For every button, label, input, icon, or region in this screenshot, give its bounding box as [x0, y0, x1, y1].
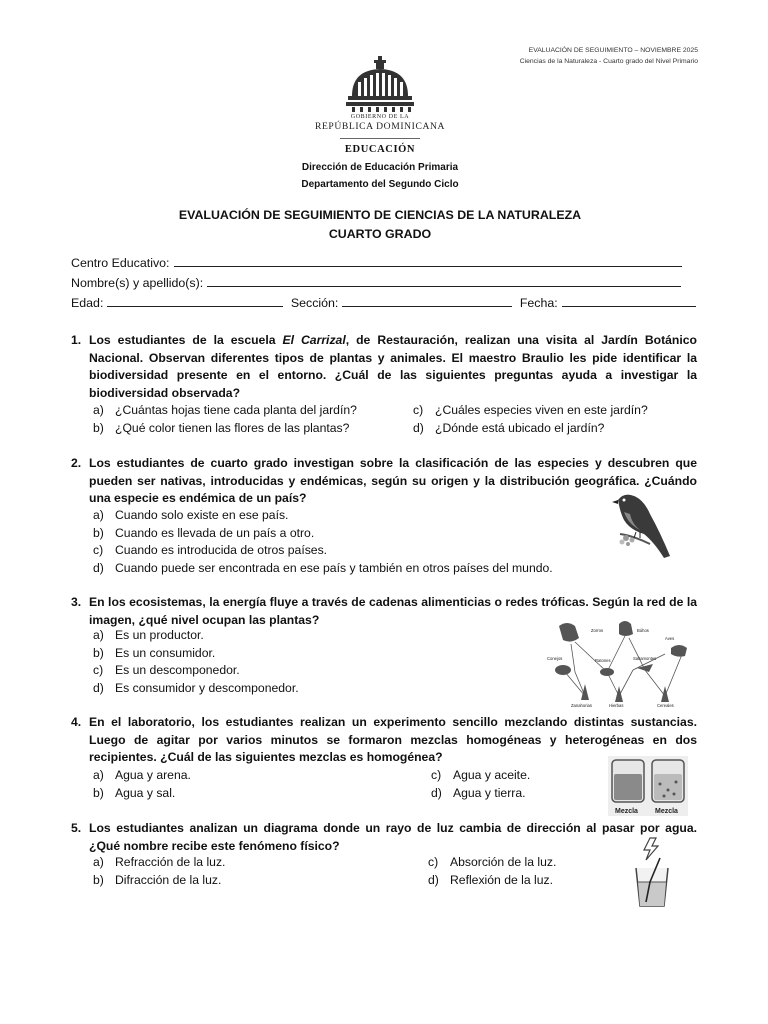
name-field	[71, 274, 681, 290]
option-letter: d)	[428, 872, 439, 887]
option-text: ¿Qué color tienen las flores de las plantas?	[115, 420, 350, 435]
option-text: Cuando puede ser encontrada en ese país y también en otros países del mundo.	[115, 560, 553, 575]
exam-title	[100, 206, 660, 244]
question-3-number: 3.	[71, 595, 82, 609]
question-1-stem	[71, 332, 697, 402]
food-web-label: Hierbas	[609, 703, 624, 708]
option-text: Es consumidor y descomponedor.	[115, 680, 299, 695]
question-1-text-a: Los estudiantes de la escuela	[89, 333, 283, 347]
option-letter: b)	[93, 420, 104, 435]
option-text: Absorción de la luz.	[450, 855, 557, 869]
food-web-label: Zanahorias	[571, 703, 592, 708]
beaker-label: Mezcla	[615, 808, 638, 815]
option-letter: a)	[93, 855, 104, 869]
government-dome-logo-icon	[346, 56, 414, 112]
question-5	[71, 820, 697, 855]
question-2	[71, 455, 697, 508]
question-1-options-left	[93, 402, 357, 437]
option-text: Agua y tierra.	[453, 785, 526, 800]
direction-name: Dirección de Educación Primaria	[301, 162, 459, 173]
gov-line2: REPÚBLICA DOMINICANA	[314, 121, 446, 132]
section-label: Sección:	[290, 296, 339, 310]
option-text: Cuando solo existe en ese país.	[115, 508, 289, 522]
name-label: Nombre(s) y apellido(s):	[71, 276, 204, 290]
option[interactable]	[431, 785, 530, 803]
option-letter: b)	[93, 872, 104, 887]
option[interactable]	[93, 507, 553, 525]
question-1	[71, 332, 697, 402]
government-name	[300, 113, 460, 132]
option-letter: b)	[93, 645, 104, 660]
option-text: Difracción de la luz.	[115, 872, 222, 887]
option-letter: a)	[93, 628, 104, 642]
question-5-options-left	[93, 854, 225, 889]
option[interactable]	[428, 872, 556, 890]
question-5-text: Los estudiantes analizan un diagrama donde un rayo de luz cambia de dirección al pasar por agua. ¿Qué nombre recibe este fenómeno físico?	[89, 821, 697, 853]
title-line1: EVALUACIÓN DE SEGUIMIENTO DE CIENCIAS DE LA NATURALEZA	[178, 208, 582, 222]
option-text: ¿Cuántas hojas tiene cada planta del jardín?	[115, 403, 357, 417]
option[interactable]	[93, 627, 299, 645]
food-web-label: Ratones	[595, 658, 611, 663]
header-eval-line: EVALUACIÓN DE SEGUIMIENTO – NOVIEMBRE 2025	[528, 47, 698, 54]
age-section-date-row	[71, 294, 696, 310]
gov-line1: GOBIERNO DE LA	[350, 114, 410, 120]
option[interactable]	[93, 872, 225, 890]
logo-divider	[340, 138, 420, 139]
question-1-number: 1.	[71, 333, 82, 347]
question-3-options	[93, 627, 299, 697]
option-text: Cuando es introducida de otros países.	[115, 543, 328, 558]
question-4-stem	[71, 714, 697, 767]
question-1-options-right	[413, 402, 648, 437]
option-text: Es un descomponedor.	[115, 663, 240, 678]
option[interactable]	[93, 420, 357, 438]
date-label: Fecha:	[519, 296, 558, 310]
option-letter: b)	[93, 525, 104, 540]
mixture-beakers-illustration	[608, 756, 688, 816]
document-header	[520, 46, 698, 67]
food-web-label: Búhos	[637, 628, 649, 633]
option-letter: c)	[428, 855, 439, 869]
question-4-number: 4.	[71, 715, 82, 729]
school-label: Centro Educativo:	[71, 256, 170, 270]
option[interactable]	[93, 402, 357, 420]
option[interactable]	[93, 525, 553, 543]
title-line2: CUARTO GRADO	[328, 227, 432, 241]
ministry-name: EDUCACIÓN	[344, 144, 416, 155]
option[interactable]	[93, 645, 299, 663]
question-2-options	[93, 507, 553, 577]
school-input-line[interactable]	[174, 254, 682, 267]
question-5-stem	[71, 820, 697, 855]
question-2-number: 2.	[71, 456, 82, 470]
question-4-text: En el laboratorio, los estudiantes realizan un experimento sencillo mezclando distintas sustancias. Luego de agitar por varios minutos se formaron mezclas homogéneas y heterogéneas en dos recipientes. ¿Cuál de las siguientes mezclas es homogénea?	[89, 715, 697, 765]
option-text: Agua y sal.	[115, 785, 176, 800]
food-web-diagram	[545, 612, 697, 708]
option-text: Es un productor.	[115, 628, 204, 642]
option-text: ¿Cuáles especies viven en este jardín?	[435, 403, 648, 417]
age-label: Edad:	[71, 296, 104, 310]
option-letter: d)	[431, 785, 442, 800]
option-letter: a)	[93, 768, 104, 782]
option[interactable]	[93, 854, 225, 872]
food-web-label: Conejos	[547, 656, 563, 661]
option-letter: c)	[431, 768, 442, 782]
date-input-line[interactable]	[562, 294, 696, 307]
option[interactable]	[413, 402, 648, 420]
direction-block	[240, 159, 520, 193]
option[interactable]	[93, 767, 191, 785]
option-letter: c)	[93, 543, 104, 558]
option-text: Cuando es llevada de un país a otro.	[115, 525, 315, 540]
question-3-text: En los ecosistemas, la energía fluye a través de cadenas alimenticias o redes tróficas. Según la red de la imagen, ¿qué nivel ocupan las plantas?	[89, 595, 697, 627]
beaker-label: Mezcla	[655, 808, 678, 815]
option-text: Refracción de la luz.	[115, 855, 226, 869]
question-4-options-left	[93, 767, 191, 802]
option-letter: d)	[93, 680, 104, 695]
option[interactable]	[93, 662, 299, 680]
food-web-label: Aves	[665, 636, 675, 641]
food-web-label: Cereales	[657, 703, 674, 708]
question-4-options-right	[431, 767, 530, 802]
option-letter: c)	[93, 663, 104, 678]
food-web-label: Saltamontes	[633, 656, 657, 661]
option-text: Agua y arena.	[115, 768, 191, 782]
option[interactable]	[413, 420, 648, 438]
option[interactable]	[93, 560, 553, 578]
header-subject-line: Ciencias de la Naturaleza - Cuarto grado del Nivel Primario	[519, 57, 698, 65]
option[interactable]	[428, 854, 556, 872]
option[interactable]	[93, 542, 553, 560]
glass-light-ray-illustration	[630, 836, 674, 910]
question-2-stem	[71, 455, 697, 508]
option-letter: d)	[93, 560, 104, 575]
question-4	[71, 714, 697, 767]
department-name: Departamento del Segundo Ciclo	[301, 179, 459, 190]
school-field	[71, 254, 682, 270]
question-5-options-right	[428, 854, 556, 889]
option-letter: a)	[93, 508, 104, 522]
option-letter: d)	[413, 420, 424, 435]
question-1-text-b: , de Restauración, realizan una visita al Jardín Botánico Nacional. Observan diferentes tipos de plantas y animales. El maestro Braulio les pide identificar la biodiversidad presente en el entorno. ¿Cuál de las siguientes preguntas ayuda a investigar la biodiversidad observada?	[89, 333, 697, 400]
bird-illustration-icon	[610, 490, 672, 570]
option-text: Reflexión de la luz.	[450, 872, 553, 887]
option-letter: b)	[93, 785, 104, 800]
option[interactable]	[93, 785, 191, 803]
option-text: ¿Dónde está ubicado el jardín?	[435, 420, 605, 435]
question-1-school-name: El Carrizal	[282, 333, 346, 347]
option-text: Es un consumidor.	[115, 645, 216, 660]
section-input-line[interactable]	[342, 294, 512, 307]
name-input-line[interactable]	[207, 274, 681, 287]
option-text: Agua y aceite.	[453, 768, 531, 782]
option-letter: a)	[93, 403, 104, 417]
food-web-label: Zorros	[591, 628, 604, 633]
option-letter: c)	[413, 403, 424, 417]
option[interactable]	[93, 680, 299, 698]
age-input-line[interactable]	[107, 294, 283, 307]
question-2-text: Los estudiantes de cuarto grado investigan sobre la clasificación de las especies y descubren que pueden ser nativas, introducidas y endémicas, según su origen y la distribución geográfica. ¿Cuándo una especie es endémica de un país?	[89, 456, 697, 506]
option[interactable]	[431, 767, 530, 785]
question-5-number: 5.	[71, 821, 82, 835]
